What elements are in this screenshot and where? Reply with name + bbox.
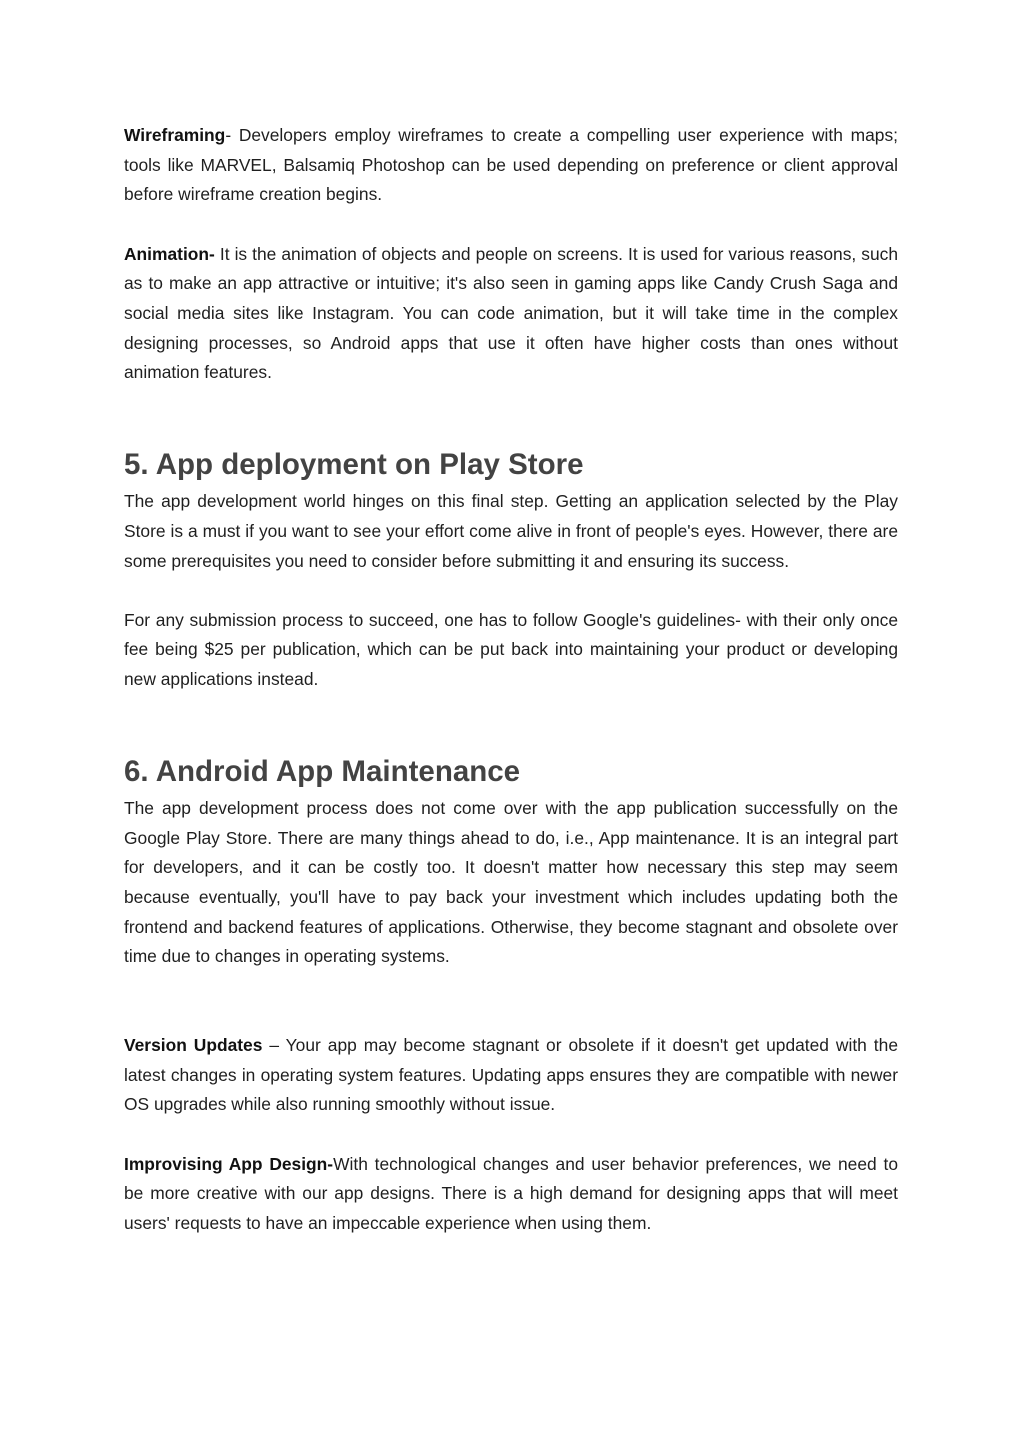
app-design-paragraph [124,1150,898,1239]
section-heading-app-maintenance: 6. Android App Maintenance [124,754,521,788]
section-heading-app-deployment: 5. App deployment on Play Store [124,448,584,482]
version-updates-paragraph [124,1031,898,1120]
wireframing-text: - Developers employ wireframes to create a compelling user experience with maps; tools like MARVEL, Balsamiq Photoshop can be used depending on preference or client approval before wireframe creation begins. [124,125,898,205]
animation-text: It is the animation of objects and people on screens. It is used for various reasons, such as to make an app attractive or intuitive; it's also seen in gaming apps like Candy Crush Saga and social media sites like Instagram. You can code animation, but it will take time in the complex designing processes, so Android apps that use it often have higher costs than ones without animation features. [124,243,898,383]
maintenance-paragraph: The app development process does not come over with the app publication successfully on the Google Play Store. There are many things ahead to do, i.e., App maintenance. It is an integral part for developers, and it can be costly too. It doesn't matter how necessary this step may seem because eventually, you'll have to pay back your investment which includes updating both the frontend and backend features of applications. Otherwise, they become stagnant and obsolete over time due to changes in operating systems. [124,797,898,967]
app-design-text: With technological changes and user behavior preferences, we need to be more creative with our app designs. There is a high demand for designing apps that will meet users' requests to have an impeccable experience when using them. [124,1153,898,1234]
wireframing-paragraph [124,121,898,210]
deployment-paragraph-2: For any submission process to succeed, one has to follow Google's guidelines- with their only once fee being $25 per publication, which can be put back into maintaining your product or developing new applications instead. [124,609,898,690]
version-updates-term: Version Updates [124,1035,263,1056]
app-design-term: Improvising App Design- [124,1153,334,1174]
version-updates-text: – Your app may become stagnant or obsolete if it doesn't get updated with the latest changes in operating system features. Updating apps ensures they are compatible with newer OS upgrades while also running smoothly without issue. [124,1035,898,1115]
animation-paragraph [124,240,898,389]
animation-term: Animation- [124,243,215,264]
document-page [124,121,898,1239]
deployment-paragraph-1: The app development world hinges on this final step. Getting an application selected by the Play Store is a must if you want to see your effort come alive in front of people's eyes. However, there are some prerequisites you need to consider before submitting it and ensuring its success. [124,491,898,571]
wireframing-term: Wireframing [124,125,226,145]
